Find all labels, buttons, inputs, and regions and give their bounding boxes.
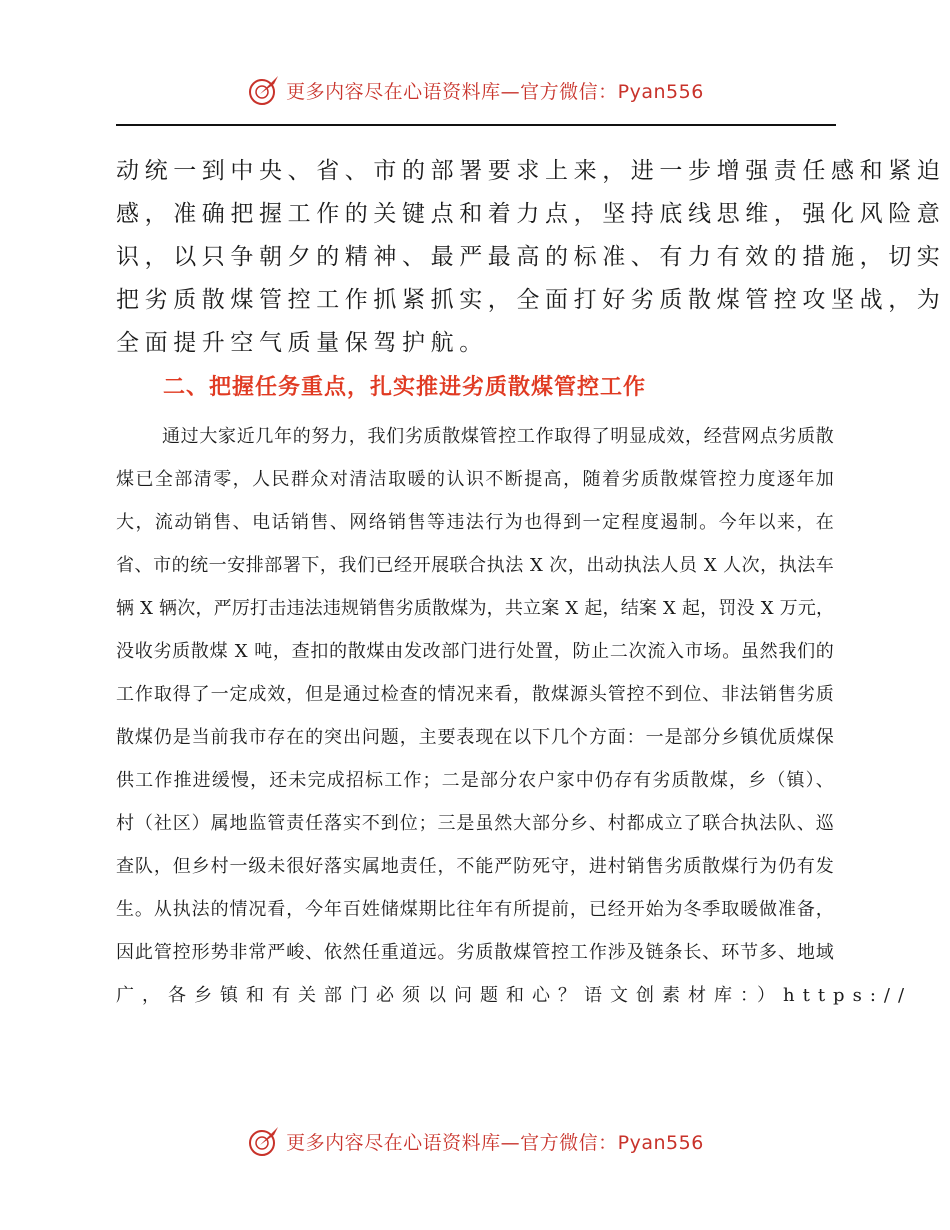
quill-logo-icon bbox=[246, 1123, 282, 1159]
intro-line: 动统一到中央、省、市的部署要求上来，进一步增强责任感和紧迫 bbox=[116, 158, 946, 184]
body-paragraph bbox=[116, 415, 913, 1017]
intro-line: 识，以只争朝夕的精神、最严最高的标准、有力有效的措施，切实 bbox=[116, 244, 946, 270]
body-line: 大，流动销售、电话销售、网络销售等违法行为也得到一定程度遏制。今年以来，在 bbox=[116, 512, 834, 533]
body-line: 通过大家近几年的努力，我们劣质散煤管控工作取得了明显成效，经营网点劣质散 bbox=[162, 426, 834, 447]
body-line: 生。从执法的情况看，今年百姓储煤期比往年有所提前，已经开始为冬季取暖做准备， bbox=[116, 899, 834, 920]
body-line: 因此管控形势非常严峻、依然任重道远。劣质散煤管控工作涉及链条长、环节多、地域 bbox=[116, 942, 834, 963]
intro-line: 全面提升空气质量保驾护航。 bbox=[116, 330, 488, 356]
page-header bbox=[0, 70, 950, 110]
page-footer bbox=[0, 1121, 950, 1161]
intro-paragraph bbox=[116, 150, 946, 365]
header-text: 更多内容尽在心语资料库—官方微信：Pyan556 bbox=[286, 80, 704, 103]
body-line: 省、市的统一安排部署下，我们已经开展联合执法 X 次，出动执法人员 X 人次，执法车 bbox=[116, 555, 834, 576]
section-heading: 二、把握任务重点，扎实推进劣质散煤管控工作 bbox=[163, 375, 647, 400]
body-line: 供工作推进缓慢，还未完成招标工作；二是部分农户家中仍存有劣质散煤，乡（镇）、 bbox=[116, 770, 834, 791]
intro-line: 感，准确把握工作的关键点和着力点，坚持底线思维，强化风险意 bbox=[116, 201, 946, 227]
footer-text: 更多内容尽在心语资料库—官方微信：Pyan556 bbox=[286, 1131, 704, 1154]
body-line: 煤已全部清零，人民群众对清洁取暖的认识不断提高，随着劣质散煤管控力度逐年加 bbox=[116, 469, 834, 490]
header-divider bbox=[116, 124, 836, 126]
body-line: 工作取得了一定成效，但是通过检查的情况来看，散煤源头管控不到位、非法销售劣质 bbox=[116, 684, 834, 705]
body-line: 辆 X 辆次，严厉打击违法违规销售劣质散煤为，共立案 X 起，结案 X 起，罚没 X 万元， bbox=[116, 598, 835, 619]
intro-line: 把劣质散煤管控工作抓紧抓实，全面打好劣质散煤管控攻坚战，为 bbox=[116, 287, 946, 313]
quill-logo-icon bbox=[246, 72, 282, 108]
body-line: 散煤仍是当前我市存在的突出问题，主要表现在以下几个方面：一是部分乡镇优质煤保 bbox=[116, 727, 834, 748]
body-line: 没收劣质散煤 X 吨，查扣的散煤由发改部门进行处置，防止二次流入市场。虽然我们的 bbox=[116, 641, 834, 662]
body-line: 村（社区）属地监管责任落实不到位；三是虽然大部分乡、村都成立了联合执法队、巡 bbox=[116, 813, 834, 834]
body-line: 查队，但乡村一级未很好落实属地责任，不能严防死守，进村销售劣质散煤行为仍有发 bbox=[116, 856, 834, 877]
body-line: 广，各乡镇和有关部门必须以问题和心？语文创素材库：）https:// bbox=[116, 985, 913, 1006]
